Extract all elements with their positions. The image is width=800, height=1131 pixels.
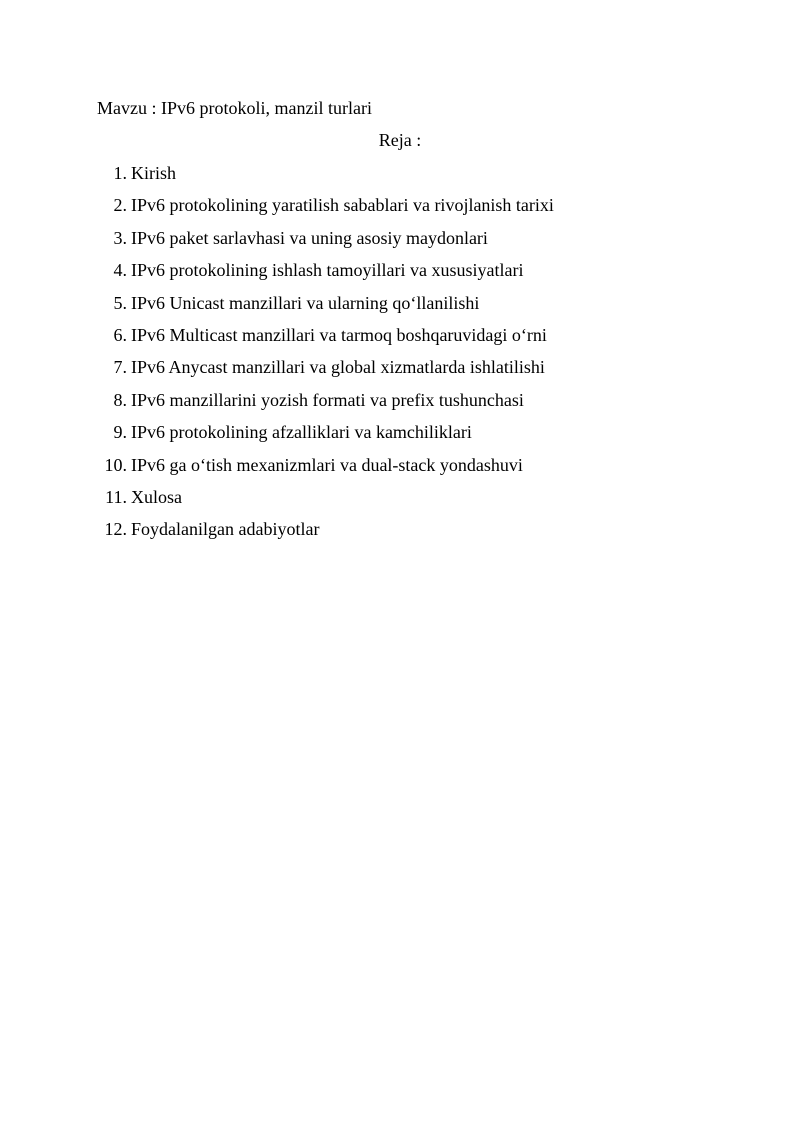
plan-item-text: IPv6 protokolining yaratilish sabablari va rivojlanish tarixi xyxy=(131,195,554,216)
plan-item-text: IPv6 manzillarini yozish formati va prefix tushunchasi xyxy=(131,389,524,410)
plan-item-number: 10. xyxy=(104,454,127,475)
plan-item-text: IPv6 Multicast manzillari va tarmoq boshqaruvidagi o‘rni xyxy=(131,324,547,345)
plan-item-text: IPv6 protokolining afzalliklari va kamchiliklari xyxy=(131,422,472,443)
plan-item-text: IPv6 Unicast manzillari va ularning qo‘llanilishi xyxy=(131,292,480,313)
plan-item-text: IPv6 protokolining ishlash tamoyillari va xususiyatlari xyxy=(131,260,524,281)
plan-item-number: 1. xyxy=(113,163,127,183)
plan-item-text: IPv6 paket sarlavhasi va uning asosiy maydonlari xyxy=(131,227,488,248)
plan-item-text: IPv6 Anycast manzillari va global xizmatlarda ishlatilishi xyxy=(131,357,545,378)
plan-item-text: Foydalanilgan adabiyotlar xyxy=(131,519,320,540)
plan-item-number: 4. xyxy=(113,260,127,281)
plan-item-number: 5. xyxy=(113,292,127,313)
plan-item-number: 12. xyxy=(104,519,127,540)
plan-item-number: 7. xyxy=(113,357,127,378)
plan-item-number: 11. xyxy=(105,486,127,507)
plan-item-text: Kirish xyxy=(131,163,176,183)
plan-item-number: 2. xyxy=(113,195,127,216)
plan-item-text: Xulosa xyxy=(131,486,182,507)
plan-item-number: 8. xyxy=(113,389,127,410)
plan-item-number: 6. xyxy=(113,324,127,345)
plan-item-number: 9. xyxy=(113,422,127,443)
plan-title: Reja : xyxy=(378,130,422,150)
plan-item-number: 3. xyxy=(113,227,127,248)
plan-item-text: IPv6 ga o‘tish mexanizmlari va dual-stack yondashuvi xyxy=(131,454,523,475)
document-topic: Mavzu : IPv6 protokoli, manzil turlari xyxy=(97,98,372,118)
